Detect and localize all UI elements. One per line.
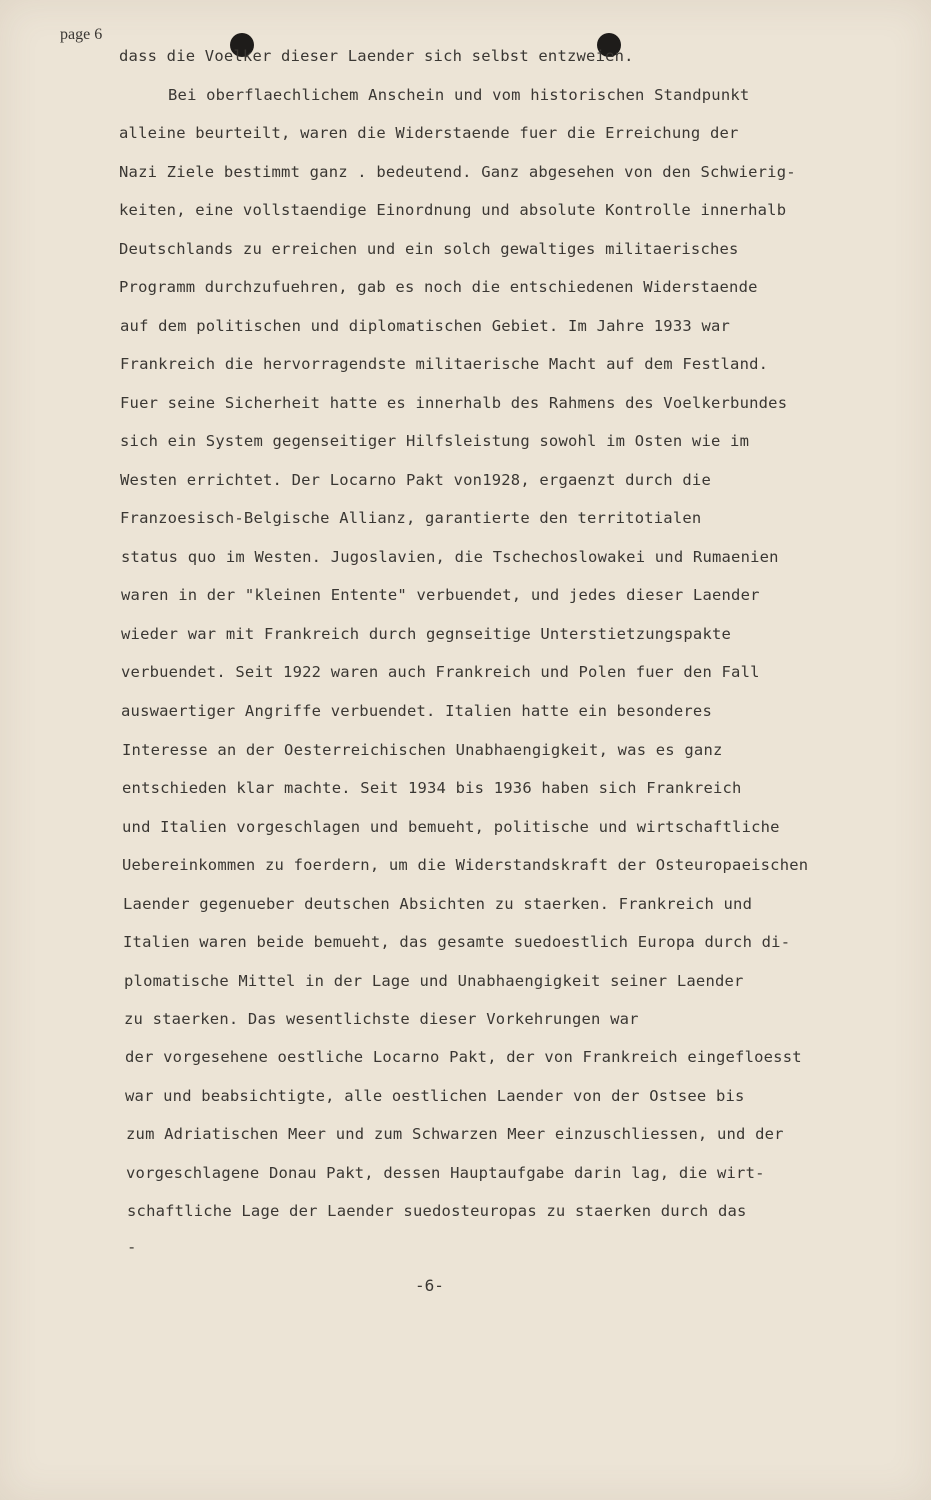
text-line: Nazi Ziele bestimmt ganz . bedeutend. Ganz abgesehen von den Schwierig-: [119, 163, 796, 181]
text-line: Bei oberflaechlichem Anschein und vom historischen Standpunkt: [168, 86, 750, 104]
text-line: Frankreich die hervorragendste militaerische Macht auf dem Festland.: [120, 355, 769, 373]
text-line: sich ein System gegenseitiger Hilfsleistung sowohl im Osten wie im: [120, 432, 750, 450]
text-line: entschieden klar machte. Seit 1934 bis 1936 haben sich Frankreich: [122, 779, 742, 797]
text-line: Westen errichtet. Der Locarno Pakt von1928, ergaenzt durch die: [120, 471, 711, 489]
text-line: dass die Voelker dieser Laender sich selbst entzweien.: [119, 47, 634, 65]
page-label: page 6: [60, 26, 103, 43]
text-line: schaftliche Lage der Laender suedosteuropas zu staerken durch das: [127, 1202, 747, 1220]
text-line: waren in der "kleinen Entente" verbuendet, und jedes dieser Laender: [121, 586, 760, 604]
text-line: Franzoesisch-Belgische Allianz, garantierte den territotialen: [120, 509, 702, 527]
text-line: auswaertiger Angriffe verbuendet. Italien hatte ein besonderes: [121, 702, 712, 720]
text-line: plomatische Mittel in der Lage und Unabhaengigkeit seiner Laender: [124, 972, 744, 990]
text-line: Italien waren beide bemueht, das gesamte suedoestlich Europa durch di-: [123, 933, 791, 951]
text-line: Interesse an der Oesterreichischen Unabhaengigkeit, was es ganz: [122, 741, 723, 759]
text-line: Deutschlands zu erreichen und ein solch gewaltiges militaerisches: [119, 240, 739, 258]
text-line: auf dem politischen und diplomatischen Gebiet. Im Jahre 1933 war: [120, 317, 731, 335]
text-line: vorgeschlagene Donau Pakt, dessen Hauptaufgabe darin lag, die wirt-: [126, 1164, 765, 1182]
text-line: zu staerken. Das wesentlichste dieser Vorkehrungen war: [124, 1010, 639, 1028]
text-line: zum Adriatischen Meer und zum Schwarzen Meer einzuschliessen, und der: [126, 1125, 784, 1143]
text-line: Laender gegenueber deutschen Absichten zu staerken. Frankreich und: [123, 895, 753, 913]
text-line: war und beabsichtigte, alle oestlichen Laender von der Ostsee bis: [125, 1087, 745, 1105]
text-line: Uebereinkommen zu foerdern, um die Widerstandskraft der Osteuropaeischen: [122, 856, 809, 874]
page-number-footer: -6-: [415, 1276, 444, 1295]
text-line: verbuendet. Seit 1922 waren auch Frankreich und Polen fuer den Fall: [121, 663, 760, 681]
text-line: wieder war mit Frankreich durch gegnseitige Unterstietzungspakte: [121, 625, 732, 643]
text-line: Fuer seine Sicherheit hatte es innerhalb des Rahmens des Voelkerbundes: [120, 394, 788, 412]
text-line: Programm durchzufuehren, gab es noch die entschiedenen Widerstaende: [119, 278, 758, 296]
text-line: -: [127, 1238, 137, 1256]
text-line: der vorgesehene oestliche Locarno Pakt, der von Frankreich eingefloesst: [125, 1048, 802, 1066]
text-line: alleine beurteilt, waren die Widerstaende fuer die Erreichung der: [119, 124, 739, 142]
text-line: status quo im Westen. Jugoslavien, die Tschechoslowakei und Rumaenien: [121, 548, 779, 566]
text-line: keiten, eine vollstaendige Einordnung und absolute Kontrolle innerhalb: [119, 201, 787, 219]
text-line: und Italien vorgeschlagen und bemueht, politische und wirtschaftliche: [122, 818, 780, 836]
